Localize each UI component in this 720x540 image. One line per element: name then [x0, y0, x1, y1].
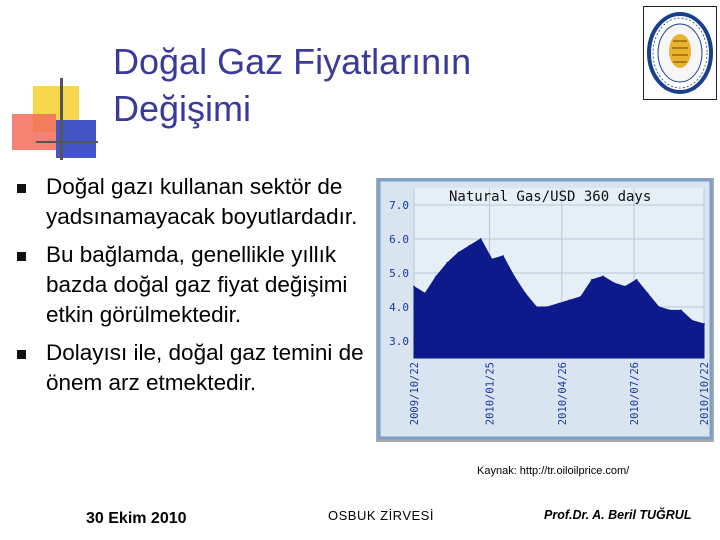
chart-title: Natural Gas/USD 360 days: [449, 189, 652, 205]
decor-vertical-line: [60, 78, 63, 160]
data-point: [647, 293, 649, 295]
data-point: [435, 276, 437, 278]
y-tick-label: 6.0: [389, 233, 409, 246]
data-point: [547, 306, 549, 308]
data-point: [480, 238, 482, 240]
data-point: [458, 252, 460, 254]
footer-author: Prof.Dr. A. Beril TUĞRUL: [544, 508, 692, 522]
data-point: [502, 255, 504, 257]
data-point: [703, 323, 705, 325]
bullet-text: Doğal gazı kullanan sektör de yadsınamayacak boyutlardadır.: [46, 174, 358, 229]
x-tick-label: 2010/04/26: [556, 362, 569, 426]
decor-red-square: [12, 114, 56, 150]
data-point: [669, 310, 671, 312]
data-point: [469, 245, 471, 247]
data-point: [536, 306, 538, 308]
y-tick-label: 7.0: [389, 199, 409, 212]
data-point: [613, 282, 615, 284]
data-point: [691, 320, 693, 322]
y-tick-label: 5.0: [389, 267, 409, 280]
bullet-item: [14, 240, 384, 330]
bullet-list: [14, 172, 384, 406]
y-tick-label: 3.0: [389, 335, 409, 348]
natural-gas-price-chart: [376, 178, 714, 442]
data-point: [491, 259, 493, 261]
bullet-item: [14, 172, 384, 232]
slide-title: [113, 38, 471, 132]
bullet-text: Dolayısı ile, doğal gaz temini de önem arz etmektedir.: [46, 340, 364, 395]
slide-title-line1: Doğal Gaz Fiyatlarının: [113, 41, 472, 82]
data-point: [413, 286, 415, 288]
x-tick-label: 2010/07/26: [629, 362, 642, 426]
bullet-item: [14, 338, 384, 398]
bullet-square-icon: [17, 350, 26, 359]
data-point: [424, 293, 426, 295]
data-point: [636, 279, 638, 281]
data-point: [624, 286, 626, 288]
chart-svg: [376, 178, 714, 442]
data-point: [513, 276, 515, 278]
x-tick-label: 2009/10/22: [409, 362, 421, 426]
x-tick-label: 2010/10/22: [699, 362, 711, 426]
data-point: [580, 296, 582, 298]
footer-event: OSBUK ZİRVESİ: [328, 508, 434, 523]
data-point: [658, 306, 660, 308]
data-point: [447, 262, 449, 264]
data-point: [558, 303, 560, 305]
bullet-text: Bu bağlamda, genellikle yıllık bazda doğal gaz fiyat değişimi etkin görülmektedir.: [46, 242, 348, 327]
y-tick-label: 4.0: [389, 301, 409, 314]
x-tick-label: 2010/01/25: [484, 362, 497, 426]
university-seal-icon: [643, 6, 717, 100]
data-point: [591, 279, 593, 281]
decor-horizontal-line: [36, 141, 98, 143]
data-point: [524, 293, 526, 295]
data-point: [602, 276, 604, 278]
source-text: Kaynak: http://tr.oiloilprice.com/: [477, 465, 630, 477]
footer-date: 30 Ekim 2010: [86, 510, 187, 527]
slide-title-line2: Değişimi: [113, 88, 252, 129]
bullet-square-icon: [17, 184, 26, 193]
data-point: [569, 299, 571, 301]
bullet-square-icon: [17, 252, 26, 261]
data-point: [680, 310, 682, 312]
